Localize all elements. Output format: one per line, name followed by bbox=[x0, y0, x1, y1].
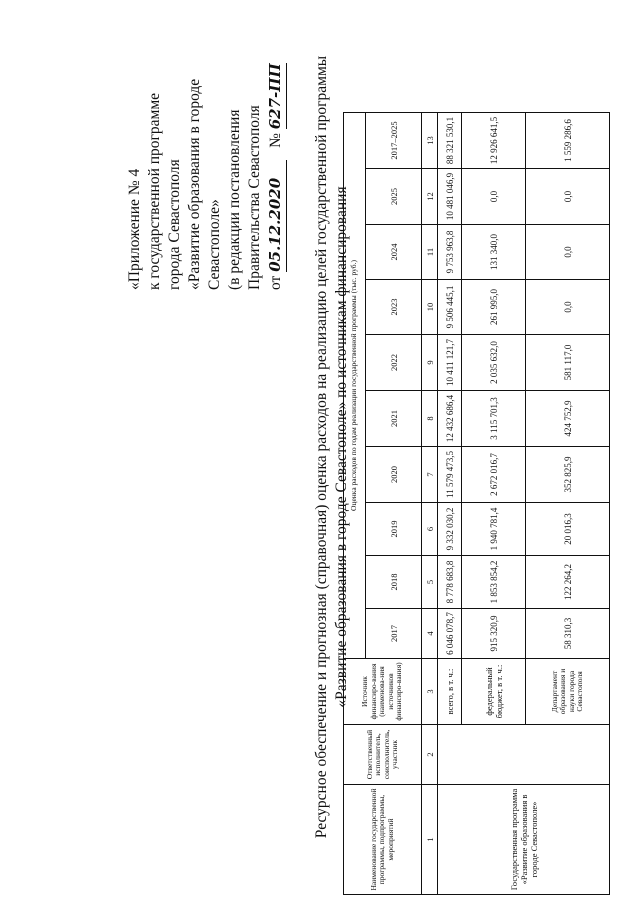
value-cell: 122 264,2 bbox=[526, 556, 610, 609]
column-number: 8 bbox=[422, 391, 438, 447]
value-cell: 2 672 016,7 bbox=[462, 447, 526, 503]
column-number: 4 bbox=[422, 609, 438, 659]
value-cell: 12 926 641,5 bbox=[462, 113, 526, 169]
appendix-title: «Приложение № 4 bbox=[126, 168, 143, 290]
value-cell: 424 752,9 bbox=[526, 391, 610, 447]
value-cell: 0,0 bbox=[526, 280, 610, 335]
value-cell: 3 115 701,3 bbox=[462, 391, 526, 447]
value-cell: 12 432 686,4 bbox=[438, 391, 462, 447]
source-cell: всего, в т. ч.: bbox=[438, 659, 462, 725]
value-cell: 0,0 bbox=[526, 169, 610, 225]
financing-table bbox=[343, 112, 610, 895]
column-number: 11 bbox=[422, 225, 438, 280]
value-cell: 10 481 046,9 bbox=[438, 169, 462, 225]
value-cell: 0,0 bbox=[462, 169, 526, 225]
header-year: 2017–2025 bbox=[366, 113, 422, 169]
value-cell: 9 506 445,1 bbox=[438, 280, 462, 335]
value-cell: 581 117,0 bbox=[526, 335, 610, 391]
value-cell: 11 579 473,5 bbox=[438, 447, 462, 503]
column-number: 12 bbox=[422, 169, 438, 225]
value-cell: 58 310,3 bbox=[526, 609, 610, 659]
header-year: 2024 bbox=[366, 225, 422, 280]
header-year: 2020 bbox=[366, 447, 422, 503]
header-estimate: Оценка расходов по годам реализации государственной программы (тыс. руб.) bbox=[344, 113, 366, 659]
column-number: 7 bbox=[422, 447, 438, 503]
value-cell: 131 340,0 bbox=[462, 225, 526, 280]
value-cell: 10 411 121,7 bbox=[438, 335, 462, 391]
table-row bbox=[438, 113, 462, 895]
header-year: 2017 bbox=[366, 609, 422, 659]
header-year: 2023 bbox=[366, 280, 422, 335]
header-executor: Ответственный исполнитель, соисполнитель, участник bbox=[344, 725, 422, 785]
appendix-block bbox=[125, 40, 287, 290]
header-year: 2025 bbox=[366, 169, 422, 225]
column-number: 6 bbox=[422, 503, 438, 556]
value-cell: 1 940 781,4 bbox=[462, 503, 526, 556]
header-year: 2018 bbox=[366, 556, 422, 609]
value-cell: 915 320,9 bbox=[462, 609, 526, 659]
value-cell: 1 853 854,2 bbox=[462, 556, 526, 609]
appendix-line: (в редакции постановления bbox=[226, 109, 243, 290]
value-cell: 1 559 286,6 bbox=[526, 113, 610, 169]
handwritten-number: 627-ПП bbox=[266, 63, 284, 130]
value-cell: 352 825,9 bbox=[526, 447, 610, 503]
title-line-1: Ресурсное обеспечение и прогнозная (справочная) оценка расходов на реализацию целей государственной программы bbox=[313, 55, 330, 839]
header-name: Наименование государственной программы, подпрограммы, мероприятий bbox=[344, 785, 422, 895]
appendix-line: Севастополе» bbox=[206, 199, 223, 290]
value-cell: 88 321 530,1 bbox=[438, 113, 462, 169]
value-cell: 20 016,3 bbox=[526, 503, 610, 556]
source-cell: федеральный бюджет, в т. ч.: bbox=[462, 659, 526, 725]
appendix-line: города Севастополя bbox=[166, 159, 183, 290]
source-cell: Департамент образования и науки города Севастополя bbox=[526, 659, 610, 725]
appendix-date-line bbox=[265, 40, 287, 290]
header-row-top bbox=[344, 113, 366, 895]
value-cell: 2 035 632,0 bbox=[462, 335, 526, 391]
header-year: 2022 bbox=[366, 335, 422, 391]
value-cell: 9 753 963,8 bbox=[438, 225, 462, 280]
handwritten-date: 05.12.2020 bbox=[266, 177, 284, 272]
appendix-line: к государственной программе bbox=[146, 92, 163, 290]
executor-cell bbox=[438, 725, 610, 785]
date-field bbox=[265, 160, 287, 272]
date-prefix: от bbox=[267, 275, 284, 290]
column-number: 1 bbox=[422, 785, 438, 895]
number-prefix: № bbox=[267, 133, 284, 148]
header-year: 2021 bbox=[366, 391, 422, 447]
header-year: 2019 bbox=[366, 503, 422, 556]
title-line-2: «Развитие образования в городе Севастополе» по источникам финансирования bbox=[333, 186, 350, 708]
value-cell: 8 778 683,8 bbox=[438, 556, 462, 609]
value-cell: 0,0 bbox=[526, 225, 610, 280]
appendix-line: Правительства Севастополя bbox=[246, 105, 263, 290]
column-number: 3 bbox=[422, 659, 438, 725]
column-number: 9 bbox=[422, 335, 438, 391]
column-number-row bbox=[422, 113, 438, 895]
number-field bbox=[265, 63, 287, 129]
column-number: 5 bbox=[422, 556, 438, 609]
value-cell: 9 332 030,2 bbox=[438, 503, 462, 556]
header-source: Источник финансиро-вания (наименова-ния источников финансиро-вания) bbox=[344, 659, 422, 725]
column-number: 10 bbox=[422, 280, 438, 335]
program-name: Государственная программа «Развитие образования в городе Севастополе» bbox=[438, 785, 610, 895]
column-number: 13 bbox=[422, 113, 438, 169]
appendix-line: «Развитие образования в городе bbox=[186, 78, 203, 290]
value-cell: 261 995,0 bbox=[462, 280, 526, 335]
value-cell: 6 046 078,7 bbox=[438, 609, 462, 659]
column-number: 2 bbox=[422, 725, 438, 785]
